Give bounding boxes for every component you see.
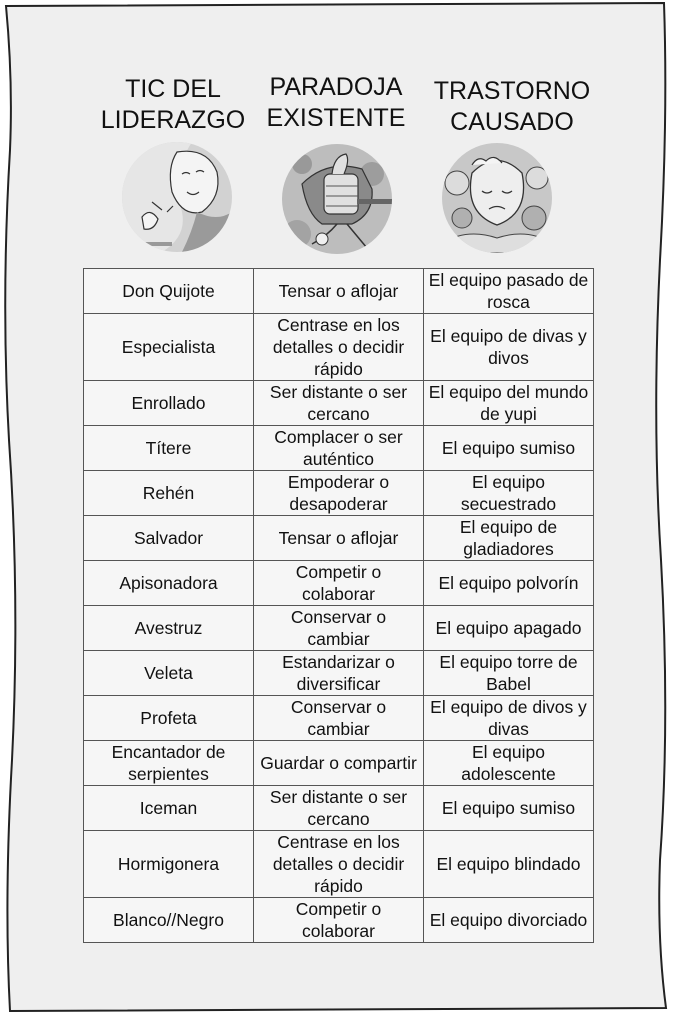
paradox-cell: Ser distante o ser cercano [254, 381, 424, 426]
tic-cell: Veleta [84, 651, 254, 696]
table-row [84, 269, 594, 314]
table-row [84, 898, 594, 943]
tic-cell: Especialista [84, 314, 254, 381]
disorder-cell: El equipo sumiso [424, 786, 594, 831]
disorder-cell: El equipo adolescente [424, 741, 594, 786]
leader-tic-illustration [122, 142, 232, 252]
disorder-cell: El equipo polvorín [424, 561, 594, 606]
header-caused-disorder: TRASTORNO CAUSADO [433, 77, 591, 136]
tic-cell: Salvador [84, 516, 254, 561]
paradox-cell: Ser distante o ser cercano [254, 786, 424, 831]
sad-face-illustration [442, 143, 552, 253]
paradox-cell: Complacer o ser auténtico [254, 426, 424, 471]
table-row [84, 786, 594, 831]
disorder-cell: El equipo de gladiadores [424, 516, 594, 561]
paradox-cell: Centrase en los detalles o decidir rápido [254, 831, 424, 898]
disorder-cell: El equipo del mundo de yupi [424, 381, 594, 426]
thumbs-up-illustration [282, 144, 392, 254]
paradox-cell: Competir o colaborar [254, 561, 424, 606]
paradox-cell: Estandarizar o diversificar [254, 651, 424, 696]
paradox-cell: Centrase en los detalles o decidir rápido [254, 314, 424, 381]
paradox-cell: Empoderar o desapoderar [254, 471, 424, 516]
table-row [84, 516, 594, 561]
table-row [84, 651, 594, 696]
disorder-cell: El equipo divorciado [424, 898, 594, 943]
disorder-cell: El equipo torre de Babel [424, 651, 594, 696]
disorder-cell: El equipo de divas y divos [424, 314, 594, 381]
tic-cell: Rehén [84, 471, 254, 516]
paradox-cell: Tensar o aflojar [254, 516, 424, 561]
disorder-cell: El equipo de divos y divas [424, 696, 594, 741]
tic-cell: Avestruz [84, 606, 254, 651]
table-row [84, 606, 594, 651]
disorder-cell: El equipo pasado de rosca [424, 269, 594, 314]
disorder-cell: El equipo sumiso [424, 426, 594, 471]
table-row [84, 831, 594, 898]
disorder-cell: El equipo secuestrado [424, 471, 594, 516]
paradox-cell: Tensar o aflojar [254, 269, 424, 314]
tic-cell: Iceman [84, 786, 254, 831]
tic-cell: Enrollado [84, 381, 254, 426]
tic-cell: Encantador de serpientes [84, 741, 254, 786]
table-row [84, 381, 594, 426]
disorder-cell: El equipo blindado [424, 831, 594, 898]
tic-cell: Títere [84, 426, 254, 471]
table-row [84, 314, 594, 381]
tic-cell: Don Quijote [84, 269, 254, 314]
header-leadership-tic: TIC DEL LIDERAZGO [100, 75, 246, 134]
table-row [84, 471, 594, 516]
table-row [84, 741, 594, 786]
table-row [84, 561, 594, 606]
paradox-cell: Guardar o compartir [254, 741, 424, 786]
tic-cell: Hormigonera [84, 831, 254, 898]
header-existing-paradox: PARADOJA EXISTENTE [266, 73, 406, 132]
leadership-table [83, 268, 594, 943]
disorder-cell: El equipo apagado [424, 606, 594, 651]
tic-cell: Apisonadora [84, 561, 254, 606]
table-row [84, 426, 594, 471]
paradox-cell: Competir o colaborar [254, 898, 424, 943]
tic-cell: Profeta [84, 696, 254, 741]
table-row [84, 696, 594, 741]
tic-cell: Blanco//Negro [84, 898, 254, 943]
paradox-cell: Conservar o cambiar [254, 606, 424, 651]
paradox-cell: Conservar o cambiar [254, 696, 424, 741]
